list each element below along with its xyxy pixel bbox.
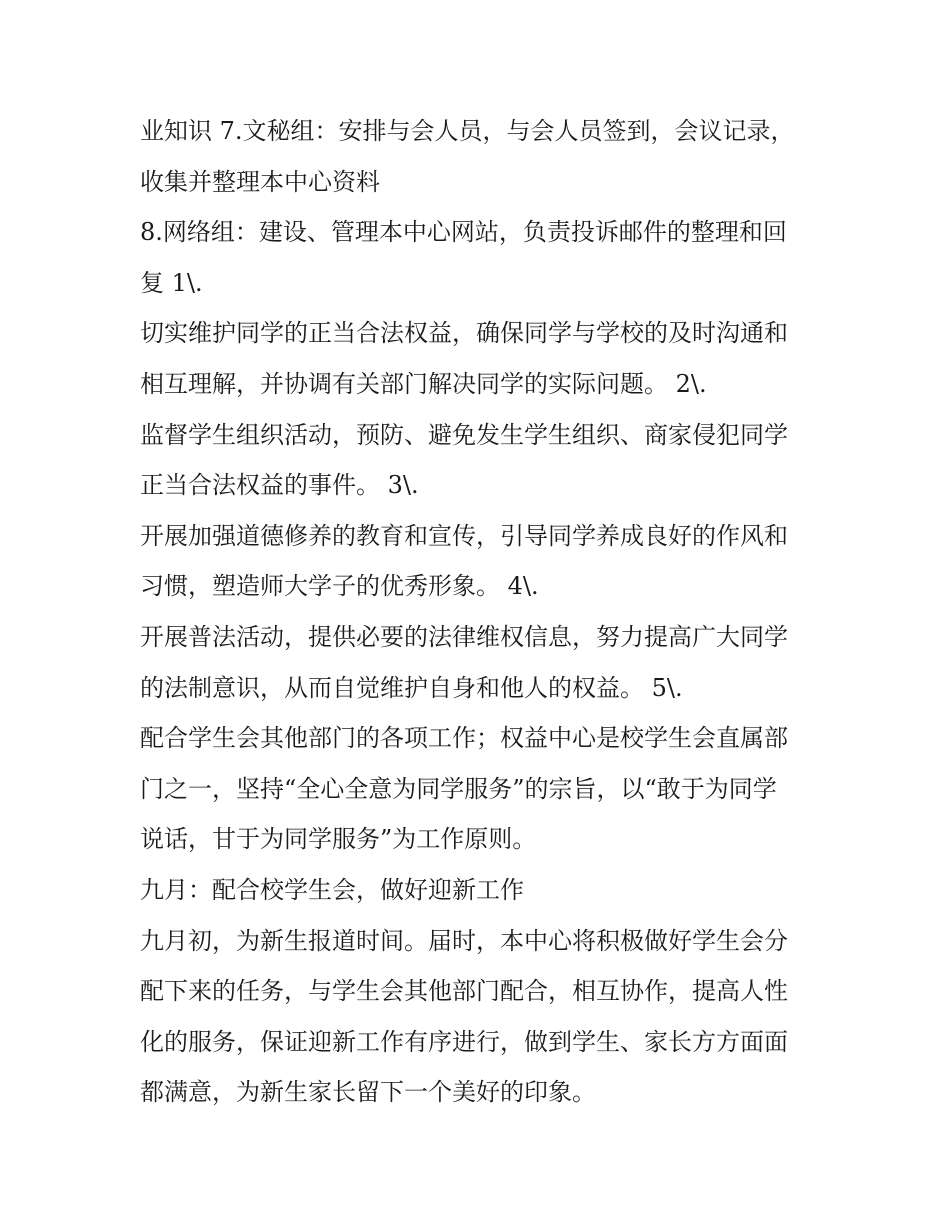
- text-line: 开展普法活动，提供必要的法律维权信息，努力提高广大同学: [140, 622, 788, 651]
- text-line: 配合学生会其他部门的各项工作；权益中心是校学生会直属部: [140, 724, 788, 753]
- text-line: 说话，甘于为同学服务”为工作原则。: [140, 825, 537, 854]
- text-line: 开展加强道德修养的教育和宣传，引导同学养成良好的作风和: [140, 521, 788, 550]
- text-line: 收集并整理本中心资料: [140, 167, 380, 196]
- document-body: [140, 106, 820, 1118]
- text-line: 配下来的任务，与学生会其他部门配合，相互协作，提高人性: [140, 977, 788, 1006]
- text-line: 都满意，为新生家长留下一个美好的印象。: [140, 1078, 596, 1107]
- text-line: 8.网络组：建设、管理本中心网站，负责投诉邮件的整理和回: [140, 218, 787, 247]
- text-line: 的法制意识，从而自觉维护自身和他人的权益。 5\.: [140, 673, 683, 702]
- text-line: 九月初，为新生报道时间。届时，本中心将积极做好学生会分: [140, 926, 788, 955]
- text-line: 监督学生组织活动，预防、避免发生学生组织、商家侵犯同学: [140, 420, 788, 449]
- text-line: 相互理解，并协调有关部门解决同学的实际问题。 2\.: [140, 369, 707, 398]
- text-line: 切实维护同学的正当合法权益，确保同学与学校的及时沟通和: [140, 319, 788, 348]
- text-line: 九月：配合校学生会，做好迎新工作: [140, 875, 524, 904]
- text-line: 门之一，坚持“全心全意为同学服务”的宗旨，以“敢于为同学: [140, 774, 777, 803]
- text-line: 习惯，塑造师大学子的优秀形象。 4\.: [140, 572, 539, 601]
- text-line: 正当合法权益的事件。 3\.: [140, 471, 419, 500]
- text-line: 化的服务，保证迎新工作有序进行，做到学生、家长方方面面: [140, 1027, 788, 1056]
- text-line: 复 1\.: [140, 268, 203, 297]
- text-line: 业知识 7.文秘组：安排与会人员，与会人员签到，会议记录，: [140, 117, 795, 145]
